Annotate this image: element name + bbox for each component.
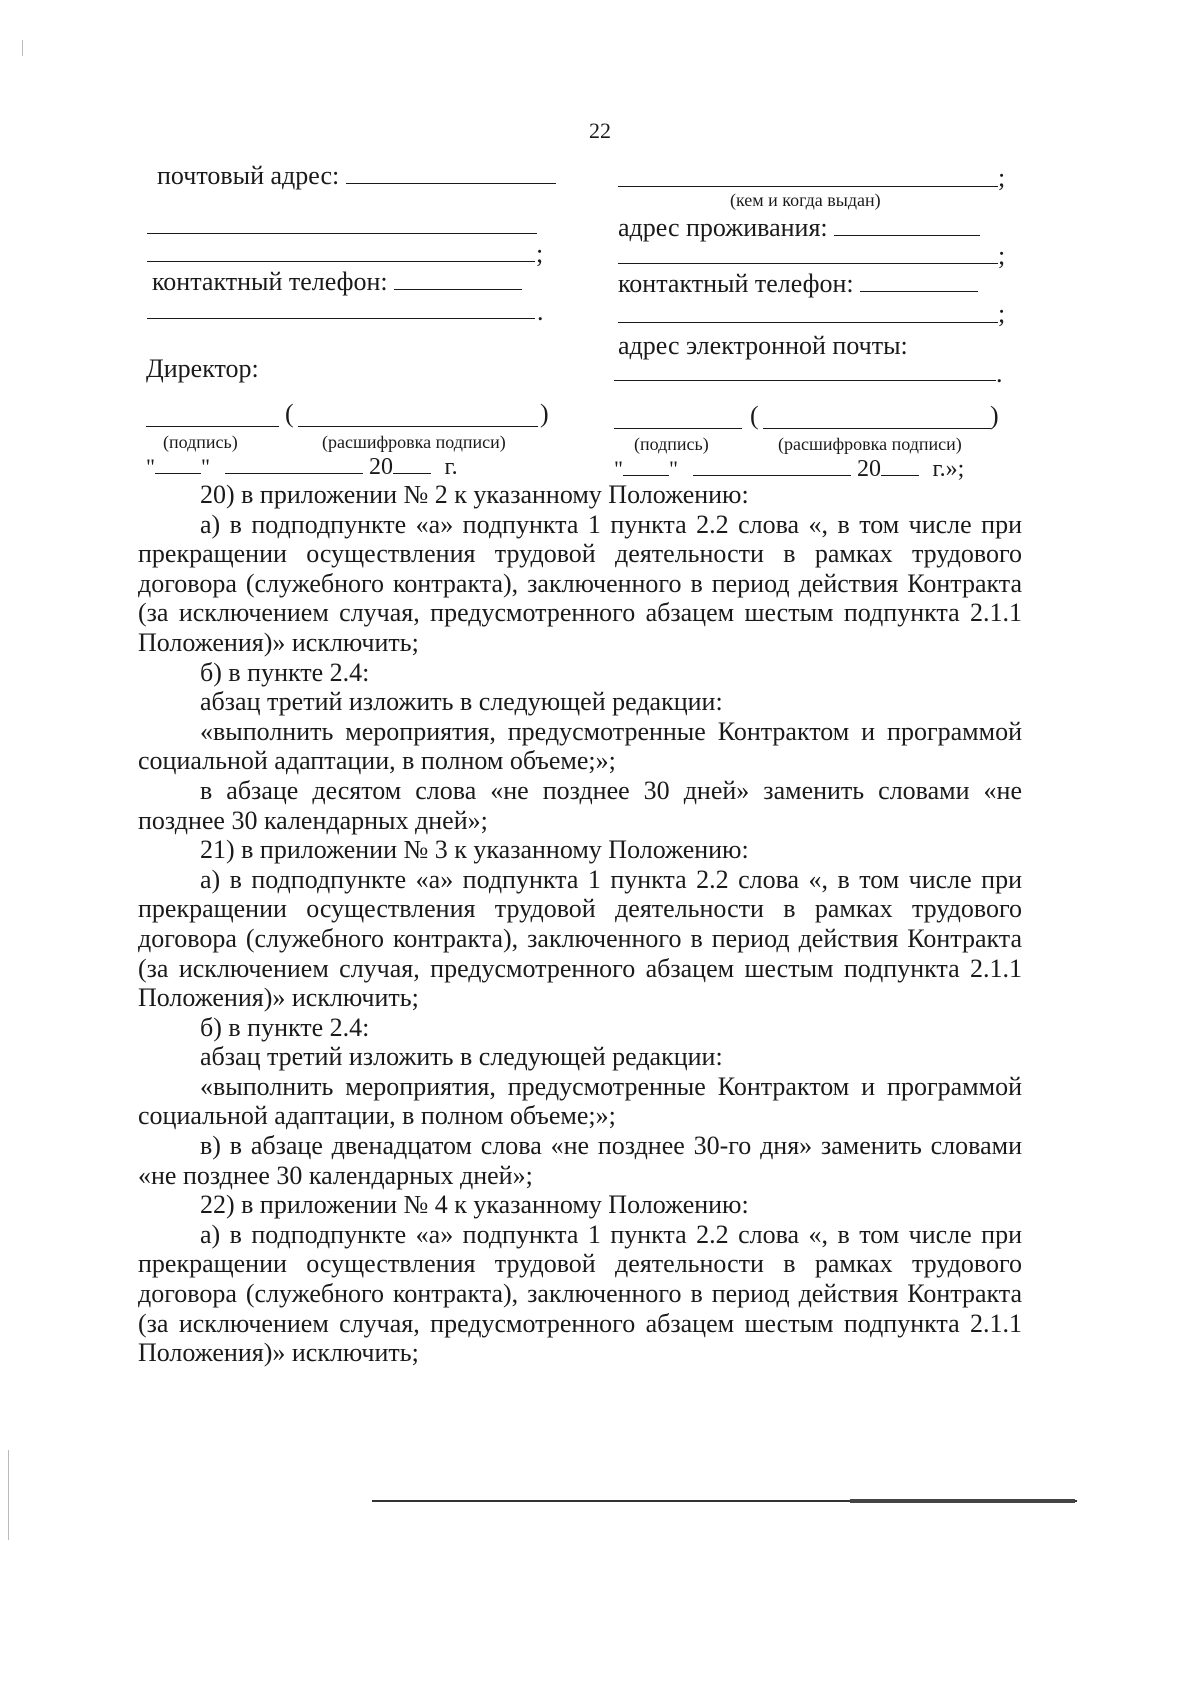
left-phone-line-2 — [147, 318, 535, 319]
address-line-1 — [147, 233, 537, 234]
right-paren-open: ( — [750, 401, 759, 430]
scan-edge-mark — [8, 1450, 9, 1540]
item-20-a: а) в подподпункте «а» подпункта 1 пункта 2.2 слова «, в том числе при прекращении осуществления трудовой деятельности в рамках трудового договора (служебного контракта), заключенного в период действия Контракта (за исключением случая, предусмотренного абзацем шестым подпункта 2.1.1 Положения)» исключить; — [138, 509, 1022, 657]
left-decoding-caption: (расшифровка подписи) — [322, 432, 506, 452]
left-phone-line — [394, 267, 522, 290]
item-22-a: а) в подподпункте «а» подпункта 1 пункта 2.2 слова «, в том числе при прекращении осуществления трудовой деятельности в рамках трудового договора (служебного контракта), заключенного в период действия Контракта (за исключением случая, предусмотренного абзацем шестым подпункта 2.1.1 Положения)» исключить; — [138, 1219, 1022, 1368]
item-20-b-quote: «выполнить мероприятия, предусмотренные Контрактом и программой социальной адаптации, в полном объеме;»; — [138, 716, 1022, 776]
right-date-year — [881, 453, 919, 476]
item-21-b: б) в пункте 2.4: — [200, 1012, 370, 1042]
email-period: . — [996, 359, 1003, 388]
item-20-heading: 20) в приложении № 2 к указанному Положению: — [200, 480, 749, 509]
right-phone-semicolon: ; — [998, 299, 1006, 328]
footer-rule-thick — [850, 1499, 1075, 1503]
left-phone-label: контактный телефон: — [152, 266, 522, 298]
issued-by-caption: (кем и когда выдан) — [730, 190, 881, 210]
item-21-b-quote: «выполнить мероприятия, предусмотренные Контрактом и программой социальной адаптации, в полном объеме;»; — [138, 1071, 1022, 1131]
left-date-month — [225, 451, 363, 474]
left-paren-open: ( — [285, 399, 294, 428]
left-date-day — [155, 451, 201, 474]
postal-address-label: почтовый адрес: — [157, 160, 556, 192]
item-20-b: б) в пункте 2.4: — [200, 657, 370, 687]
director-label: Директор: — [146, 354, 259, 383]
item-21-c: в) в абзаце двенадцатом слова «не позднее 30-го дня» заменить словами «не позднее 30 календарных дней»; — [138, 1131, 1022, 1190]
left-phone-period: . — [537, 297, 544, 326]
left-date-line: " " 20 г. — [146, 451, 458, 483]
right-signature-line — [614, 428, 742, 429]
email-label: адрес электронной почты: — [618, 331, 908, 360]
right-date-line: " " 20 г.»; — [614, 453, 964, 485]
left-signature-caption: (подпись) — [163, 432, 238, 452]
item-22-heading: 22) в приложении № 4 к указанному Положению: — [200, 1190, 749, 1220]
scan-edge-mark — [22, 40, 23, 56]
left-decoding-line — [298, 426, 538, 427]
postal-address-line — [346, 161, 556, 184]
right-phone-line — [860, 269, 978, 292]
right-date-month — [693, 453, 851, 476]
address-line-2 — [147, 261, 535, 262]
page-number: 22 — [589, 118, 611, 143]
right-phone-label: контактный телефон: — [618, 268, 978, 300]
item-21-a: а) в подподпункте «а» подпункта 1 пункта 2.2 слова «, в том числе при прекращении осуществления трудовой деятельности в рамках трудового договора (служебного контракта), заключенного в период действия Контракта (за исключением случая, предусмотренного абзацем шестым подпункта 2.1.1 Положения)» исключить; — [138, 864, 1022, 1013]
left-paren-close: ) — [540, 399, 549, 428]
left-signature-line — [146, 426, 279, 427]
item-20-b-tenth: в абзаце десятом слова «не позднее 30 дней» заменить словами «не позднее 30 календарных дней»; — [138, 775, 1022, 835]
item-20-b-intro: абзац третий изложить в следующей редакции: — [200, 687, 723, 717]
residence-address-line — [834, 213, 980, 236]
email-line — [614, 380, 996, 381]
right-paren-close: ) — [990, 401, 999, 430]
residence-address-line-2 — [618, 263, 998, 264]
right-signature-caption: (подпись) — [634, 434, 709, 454]
right-decoding-line — [763, 428, 991, 429]
right-phone-line-2 — [618, 322, 998, 323]
right-date-day — [623, 453, 669, 476]
left-date-year — [393, 451, 431, 474]
residence-semicolon: ; — [998, 241, 1006, 270]
right-decoding-caption: (расшифровка подписи) — [778, 434, 962, 454]
passport-semicolon: ; — [998, 163, 1006, 192]
item-21-b-intro: абзац третий изложить в следующей редакции: — [200, 1042, 723, 1072]
passport-issued-line — [618, 186, 998, 187]
address-semicolon: ; — [536, 239, 544, 268]
residence-address-label: адрес проживания: — [618, 212, 980, 244]
amendments-body — [138, 480, 1022, 1368]
item-21-heading: 21) в приложении № 3 к указанному Положению: — [200, 835, 749, 865]
